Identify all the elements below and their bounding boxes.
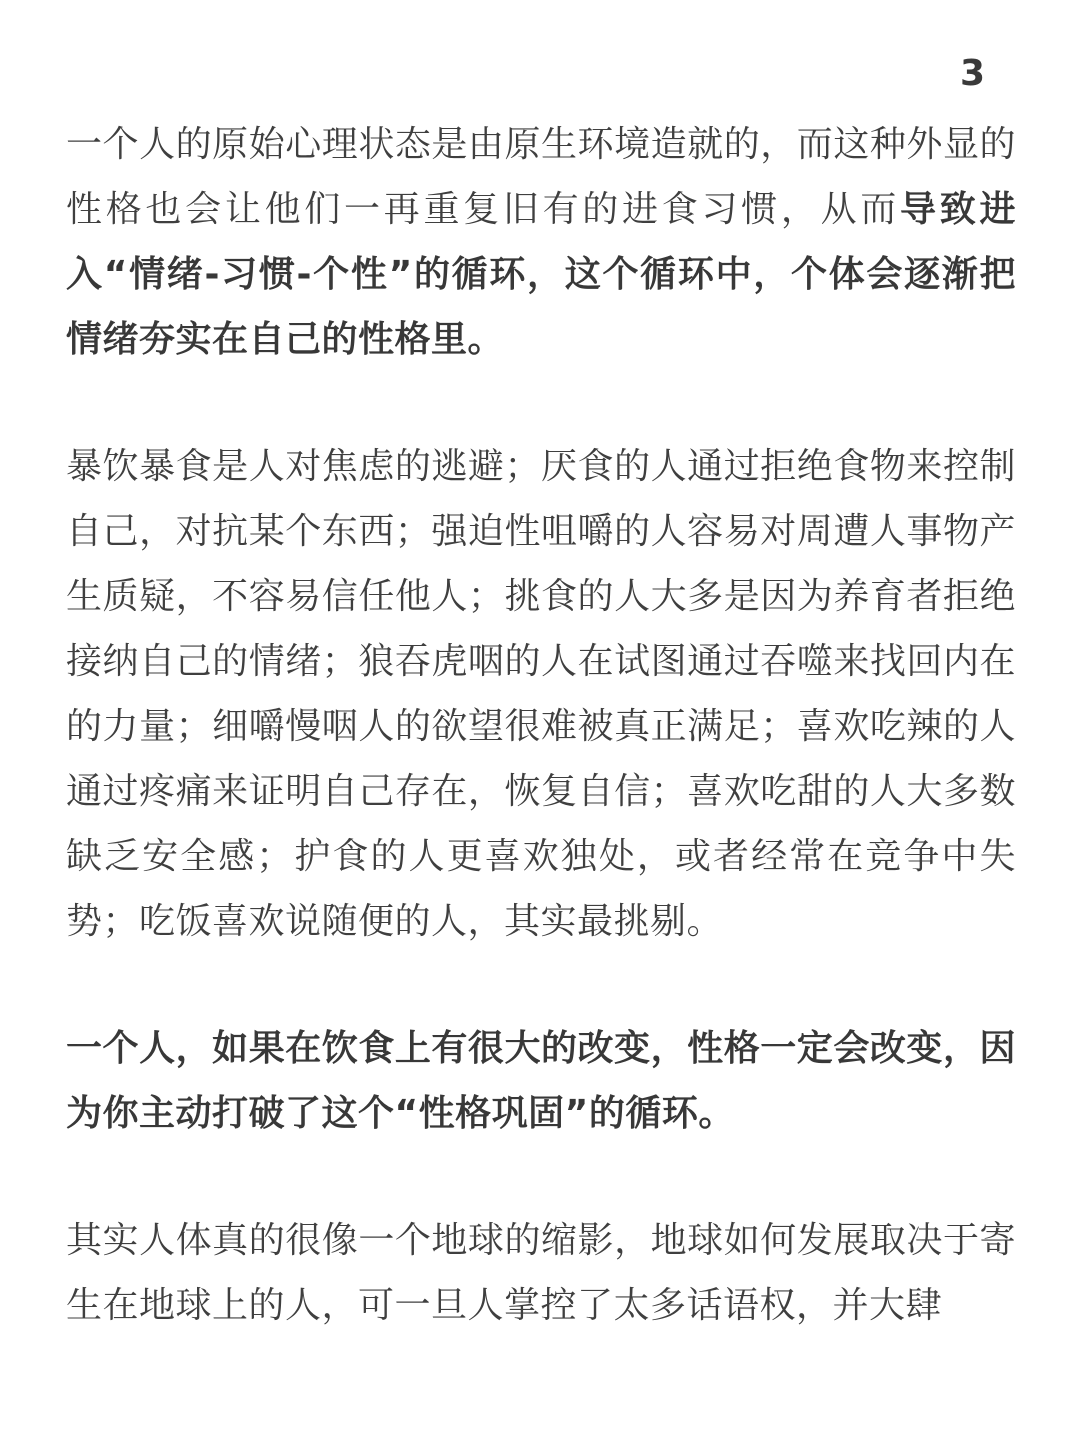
paragraph-1 bbox=[66, 112, 1016, 372]
page-number: 3 bbox=[960, 53, 986, 94]
paragraph-1-text: 一个人的原始心理状态是由原生环境造就的，而这种外显的性格也会让他们一再重复旧有的进食习惯，从而 bbox=[66, 124, 1016, 230]
article-body bbox=[66, 112, 1016, 1400]
paragraph-3 bbox=[66, 1016, 1016, 1146]
paragraph-3-bold-text: 一个人，如果在饮食上有很大的改变，性格一定会改变，因为你主动打破了这个“性格巩固”的循环。 bbox=[66, 1028, 1016, 1134]
paragraph-4 bbox=[66, 1208, 1016, 1338]
paragraph-4-text: 其实人体真的很像一个地球的缩影，地球如何发展取决于寄生在地球上的人，可一旦人掌控了太多话语权，并大肆 bbox=[66, 1220, 1016, 1326]
paragraph-2 bbox=[66, 434, 1016, 954]
paragraph-2-text: 暴饮暴食是人对焦虑的逃避；厌食的人通过拒绝食物来控制自己，对抗某个东西；强迫性咀嚼的人容易对周遭人事物产生质疑，不容易信任他人；挑食的人大多是因为养育者拒绝接纳自己的情绪；狼吞虎咽的人在试图通过吞噬来找回内在的力量；细嚼慢咽人的欲望很难被真正满足；喜欢吃辣的人通过疼痛来证明自己存在，恢复自信；喜欢吃甜的人大多数缺乏安全感；护食的人更喜欢独处，或者经常在竞争中失势；吃饭喜欢说随便的人，其实最挑剔。 bbox=[66, 446, 1016, 942]
paragraph-1-bold-text: 导致进入“情绪-习惯-个性”的循环，这个循环中，个体会逐渐把情绪夯实在自己的性格里。 bbox=[66, 189, 1016, 360]
